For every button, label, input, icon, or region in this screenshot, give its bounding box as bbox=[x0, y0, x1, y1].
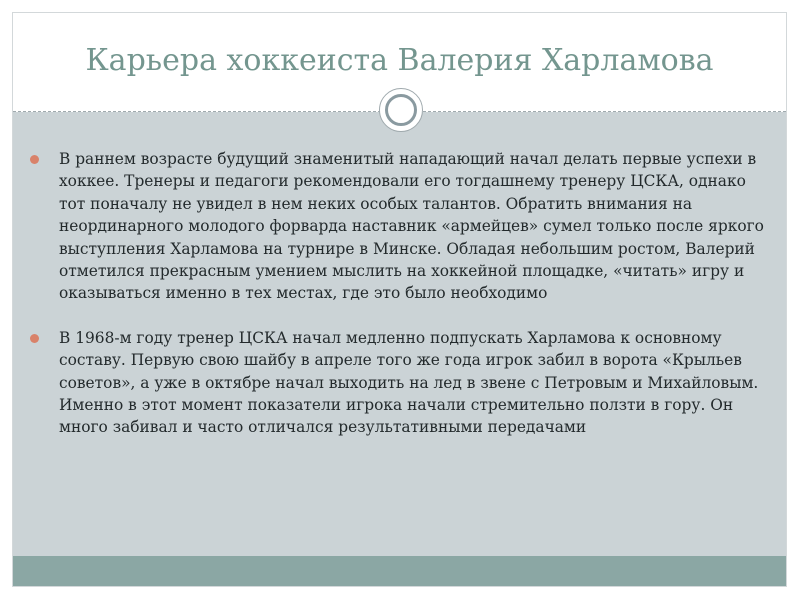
slide-title: Карьера хоккеиста Валерия Харламова bbox=[85, 43, 714, 78]
bullet-text: В раннем возрасте будущий знаменитый нападающий начал делать первые успехи в хоккее. Тренеры и педагоги рекомендовали его тогдашнему тренеру ЦСКА, однако тот поначалу не увидел в нем неких особых талантов. Обратить внимания на неординарного молодого форварда наставник «армейцев» сумел только после яркого выступления Харламова на турнире в Минске. Обладая небольшим ростом, Валерий отметился прекрасным умением мыслить на хоккейной площадке, «читать» игру и оказываться именно в тех местах, где это было необходимо bbox=[59, 150, 764, 303]
footer-band bbox=[13, 556, 786, 586]
bullet-item bbox=[29, 148, 769, 305]
bullet-list bbox=[29, 148, 769, 461]
bullet-text: В 1968-м году тренер ЦСКА начал медленно подпускать Харламова к основному составу. Первую свою шайбу в апреле того же года игрок забил в ворота «Крыльев советов», а уже в октябре начал выходить на лед в звене с Петровым и Михайловым. Именно в этот момент показатели игрока начали стремительно ползти в гору. Он много забивал и часто отличался результативными передачами bbox=[59, 328, 759, 437]
ring-inner bbox=[385, 94, 417, 126]
slide bbox=[12, 12, 787, 587]
bullet-dot-icon bbox=[30, 334, 39, 343]
bullet-item bbox=[29, 327, 769, 439]
ring-ornament-icon bbox=[379, 88, 423, 132]
bullet-dot-icon bbox=[30, 155, 39, 164]
content-area bbox=[13, 112, 786, 558]
